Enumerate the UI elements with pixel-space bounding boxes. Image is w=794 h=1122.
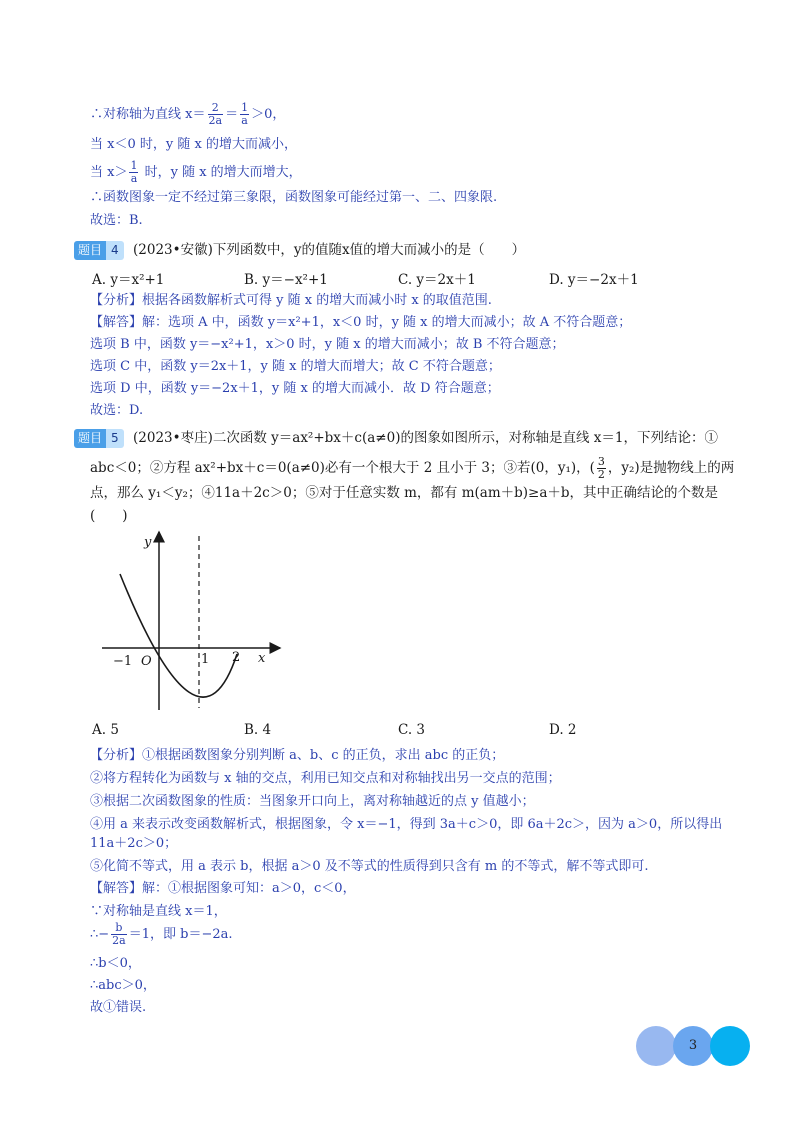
q5-analysis-6: ⑤化简不等式，用 a 表示 b，根据 a＞0 及不等式的性质得到只含有 m 的不等式，解不等式即可.	[90, 859, 649, 874]
q5-tag	[74, 429, 124, 448]
q5-analysis-1: 【分析】①根据函数图象分别判断 a、b、c 的正负，求出 abc 的正负；	[90, 748, 505, 763]
q5-analysis-4: ④用 a 来表示改变函数解析式，根据图象，令 x＝−1，得到 3a＋c＞0，即 6a＋2c＞，因为 a＞0，所以得出	[90, 817, 723, 832]
q4-solution-3: 选项 C 中，函数 y＝2x＋1，y 随 x 的增大而增大；故 C 不符合题意；	[90, 359, 501, 374]
top-line-5: 故选：B.	[90, 213, 143, 228]
top-line-2: 当 x＜0 时，y 随 x 的增大而减小，	[90, 137, 297, 152]
q5-solution-5: ∴abc＞0，	[90, 978, 156, 993]
q5-solution-6: 故①错误.	[90, 1000, 147, 1015]
origin-label: O	[141, 654, 152, 669]
q5-option-b: B. 4	[244, 722, 272, 738]
pager-circle-left	[636, 1026, 676, 1066]
parabola-graph	[98, 526, 288, 716]
q5-option-a: A. 5	[92, 722, 119, 738]
q4-analysis: 【分析】根据各函数解析式可得 y 随 x 的增大而减小时 x 的取值范围.	[90, 293, 492, 308]
parabola-curve	[120, 574, 237, 697]
q4-tag	[74, 241, 124, 260]
q5-tag-number: 5	[106, 429, 124, 448]
q4-option-d: D. y＝−2x＋1	[549, 272, 639, 288]
q5-solution-1: 【解答】解：①根据图象可知：a＞0，c＜0，	[90, 881, 356, 896]
tick-label-2: 2	[232, 650, 241, 665]
q5-solution-2: ∵对称轴是直线 x＝1，	[90, 904, 227, 919]
q5-tag-label: 题目	[74, 429, 106, 448]
q5-stem-line-2: abc＜0；②方程 ax²+bx＋c＝0(a≠0)必有一个根大于 2 且小于 3；③若(0，y₁)，( $\frac{3}{2}$ ，y₂)是抛物线上的两	[90, 455, 735, 481]
q4-option-b: B. y＝−x²+1	[244, 272, 328, 288]
q5-stem-line-3: 点，那么 y₁＜y₂；④11a＋2c＞0；⑤对于任意实数 m，都有 m(am＋b)≥a＋b，其中正确结论的个数是	[90, 485, 719, 501]
q5-solution-4: ∴b＜0，	[90, 956, 141, 971]
top-line-1: ∴对称轴为直线 x＝ $\frac{2}{2a}$ ＝ $\frac{1}{a}$ ＞0，	[90, 101, 286, 127]
q4-stem: (2023•安徽)下列函数中，y的值随x值的增大而减小的是（ ）	[133, 242, 526, 258]
q5-stem-line-4: ( )	[90, 508, 128, 524]
q5-analysis-5: 11a＋2c＞0；	[90, 836, 178, 851]
q5-solution-3: ∴− $\frac{b}{2a}$ ＝1，即 b＝−2a.	[90, 921, 233, 947]
top-line-4: ∴函数图象一定不经过第三象限，函数图象可能经过第一、二、四象限.	[90, 190, 498, 205]
page-number: 3	[688, 1038, 698, 1053]
q4-solution-5: 故选：D.	[90, 403, 144, 418]
tick-label-neg1: −1	[113, 654, 133, 669]
pager-circle-right	[710, 1026, 750, 1066]
q4-tag-number: 4	[106, 241, 124, 260]
q4-option-a: A. y＝x²+1	[92, 272, 165, 288]
page-number-badge	[636, 1026, 752, 1066]
tick-label-1: 1	[201, 652, 210, 667]
q5-analysis-3: ③根据二次函数图象的性质：当图象开口向上，离对称轴越近的点 y 值越小；	[90, 794, 535, 809]
q4-solution-2: 选项 B 中，函数 y＝−x²+1，x＞0 时，y 随 x 的增大而减小；故 B 不符合题意；	[90, 337, 565, 352]
q4-option-c: C. y＝2x＋1	[398, 272, 476, 288]
top-line-3: 当 x＞ $\frac{1}{a}$ 时，y 随 x 的增大而增大，	[90, 159, 302, 185]
q4-solution-4: 选项 D 中，函数 y＝−2x＋1，y 随 x 的增大而减小．故 D 符合题意；	[90, 381, 500, 396]
y-axis-label: y	[144, 535, 152, 550]
q5-option-d: D. 2	[549, 722, 577, 738]
q5-option-c: C. 3	[398, 722, 426, 738]
q5-stem-line-1: (2023•枣庄)二次函数 y＝ax²+bx＋c(a≠0)的图象如图所示，对称轴是直线 x＝1，下列结论：①	[133, 430, 718, 446]
x-axis-label: x	[258, 651, 266, 666]
q4-solution-1: 【解答】解：选项 A 中，函数 y＝x²+1，x＜0 时，y 随 x 的增大而减小；故 A 不符合题意；	[90, 315, 632, 330]
q4-tag-label: 题目	[74, 241, 106, 260]
q5-analysis-2: ②将方程转化为函数与 x 轴的交点，利用已知交点和对称轴找出另一交点的范围；	[90, 771, 561, 786]
